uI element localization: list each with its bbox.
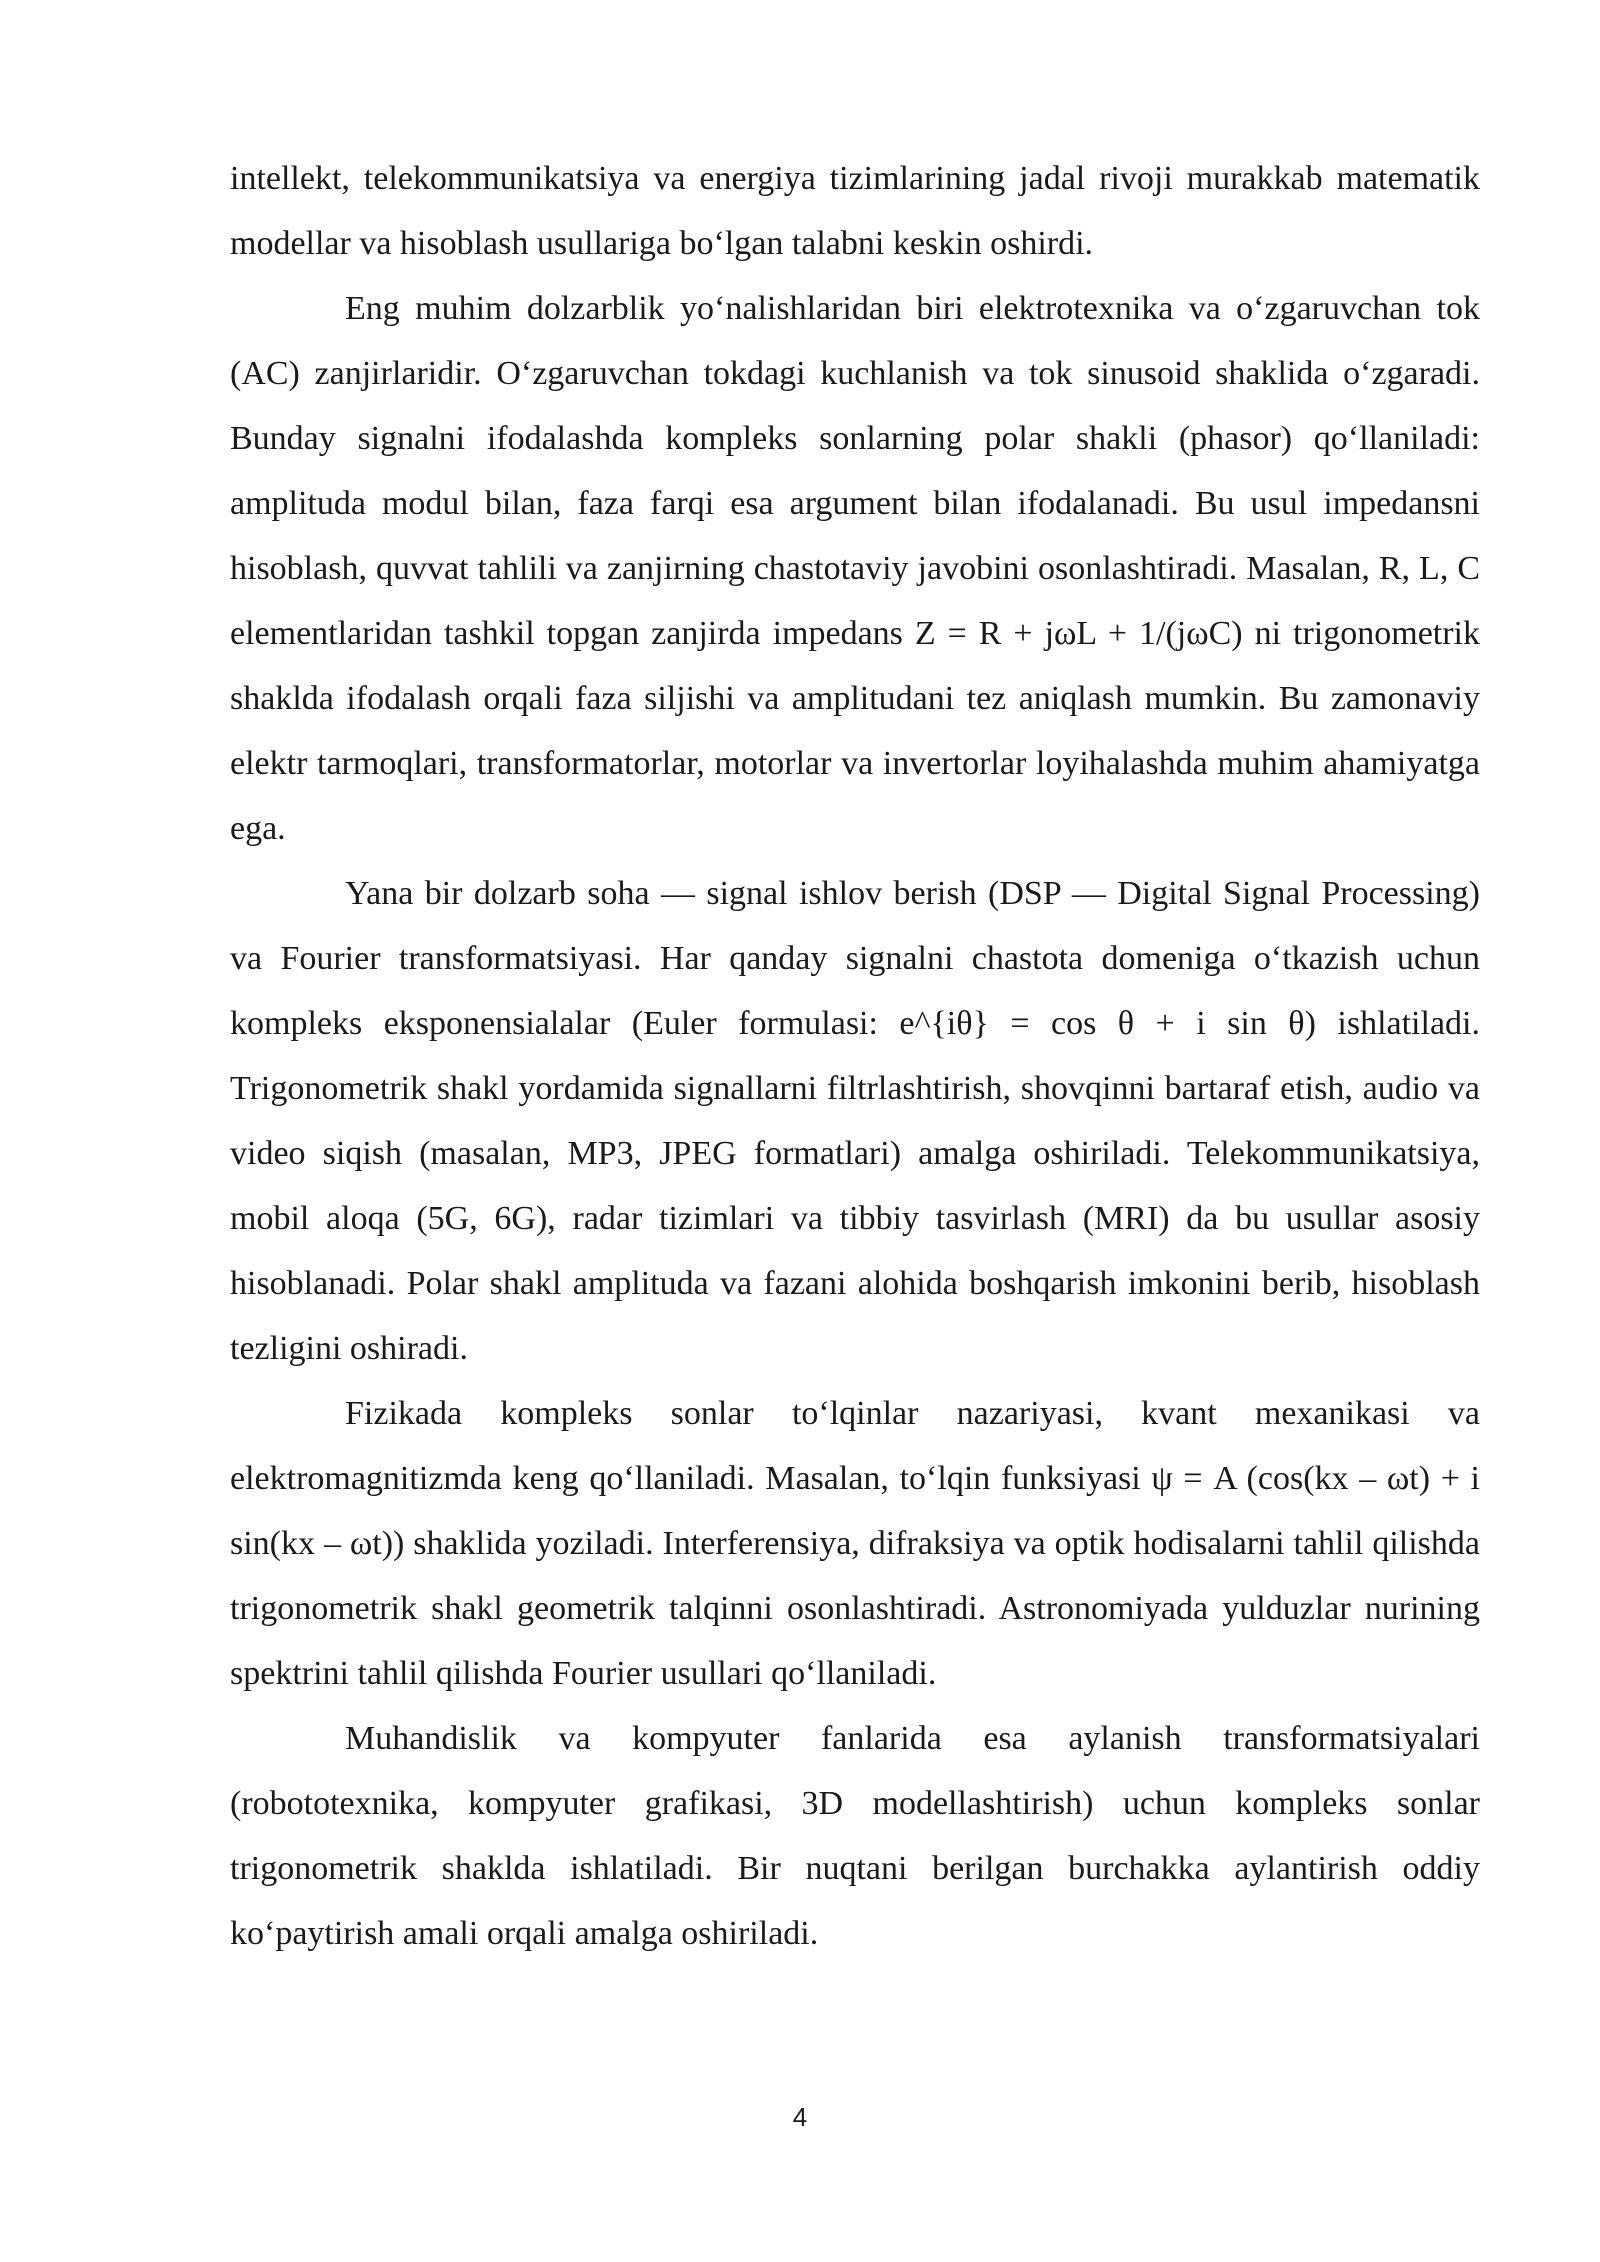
paragraph-continuation: intellekt, telekommunikatsiya va energiya tizimlarining jadal rivoji murakkab matematik modellar va hisoblash usullariga bo‘lgan talabni keskin oshirdi. <box>230 160 1480 262</box>
paragraph-electrical-engineering: Eng muhim dolzarblik yo‘nalishlaridan biri elektrotexnika va o‘zgaruvchan tok (AC) zanjirlaridir. O‘zgaruvchan tokdagi kuchlanish va tok sinusoid shaklida o‘zgaradi. Bunday signalni ifodalashda kompleks sonlarning polar shakli (phasor) qo‘llaniladi: amplituda modul bilan, faza farqi esa argument bilan ifodalanadi. Bu usul impedansni hisoblash, quvvat tahlili va zanjirning chastotaviy javobini osonlashtiradi. Masalan, R, L, C elementlaridan tashkil topgan zanjirda impedans Z = R + jωL + 1/(jωC) ni trigonometrik shaklda ifodalash orqali faza siljishi va amplitudani tez aniqlash mumkin. Bu zamonaviy elektr tarmoqlari, transformatorlar, motorlar va invertorlar loyihalashda muhim ahamiyatga ega. <box>230 290 1480 847</box>
paragraph-physics: Fizikada kompleks sonlar to‘lqinlar nazariyasi, kvant mexanikasi va elektromagnitizmda keng qo‘llaniladi. Masalan, to‘lqin funksiyasi ψ = A (cos(kx – ωt) + i sin(kx – ωt)) shaklida yoziladi. Interferensiya, difraksiya va optik hodisalarni tahlil qilishda trigonometrik shakl geometrik talqinni osonlashtiradi. Astronomiyada yulduzlar nurining spektrini tahlil qilishda Fourier usullari qo‘llaniladi. <box>230 1395 1480 1692</box>
paragraph-signal-processing: Yana bir dolzarb soha — signal ishlov berish (DSP — Digital Signal Processing) va Fourier transformatsiyasi. Har qanday signalni chastota domeniga o‘tkazish uchun kompleks eksponensialalar (Euler formulasi: e^{iθ} = cos θ + i sin θ) ishlatiladi. Trigonometrik shakl yordamida signallarni filtrlashtirish, shovqinni bartaraf etish, audio va video siqish (masalan, MP3, JPEG formatlari) amalga oshiriladi. Telekommunikatsiya, mobil aloqa (5G, 6G), radar tizimlari va tibbiy tasvirlash (MRI) da bu usullar asosiy hisoblanadi. Polar shakl amplituda va fazani alohida boshqarish imkonini berib, hisoblash tezligini oshiradi. <box>230 875 1480 1367</box>
body-text <box>230 146 1480 1966</box>
paragraph-engineering-cs: Muhandislik va kompyuter fanlarida esa aylanish transformatsiyalari (robototexnika, kompyuter grafikasi, 3D modellashtirish) uchun kompleks sonlar trigonometrik shaklda ishlatiladi. Bir nuqtani berilgan burchakka aylantirish oddiy ko‘paytirish amali orqali amalga oshiriladi. <box>230 1720 1480 1952</box>
page-number: 4 <box>792 2102 808 2132</box>
